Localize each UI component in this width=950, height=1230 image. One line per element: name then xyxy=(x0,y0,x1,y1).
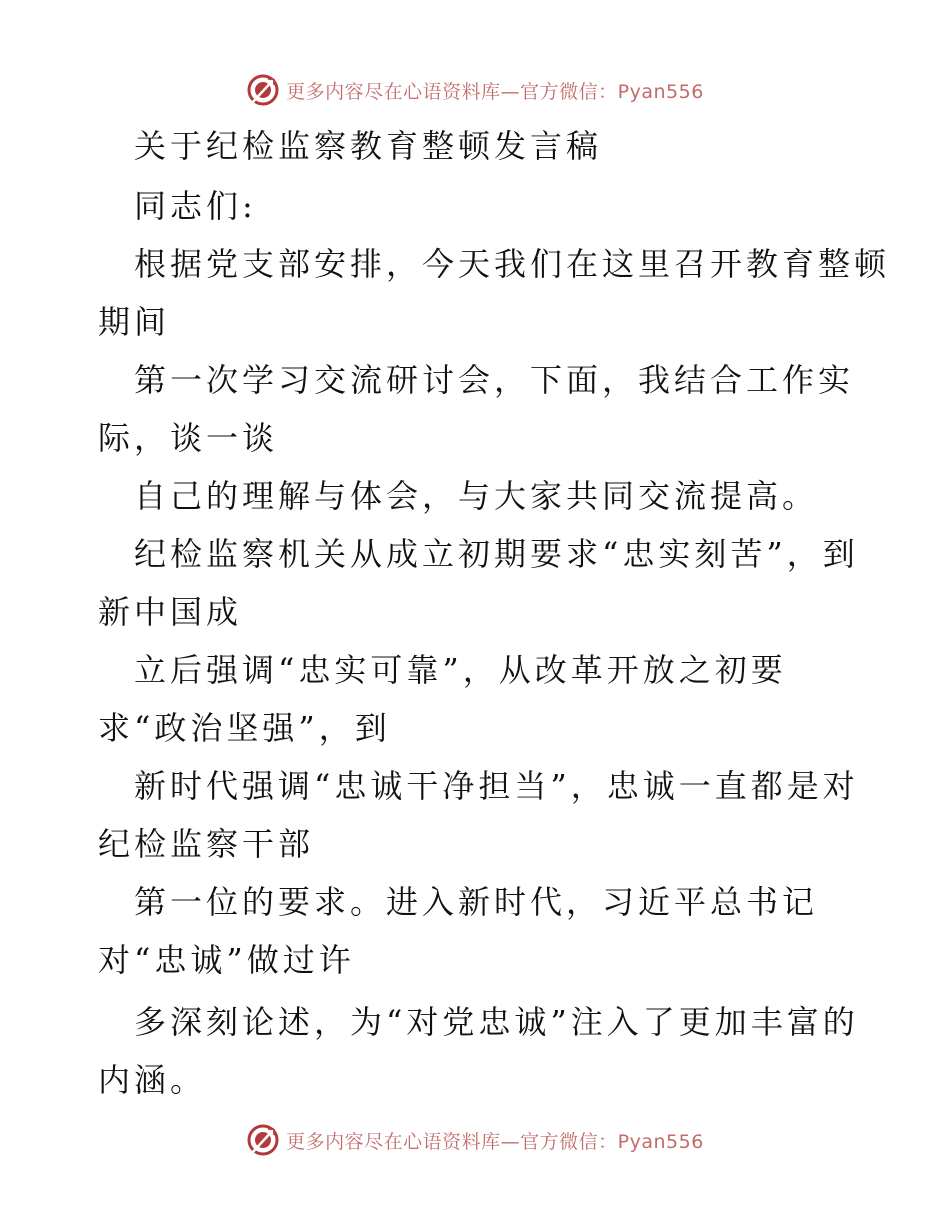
watermark-main: 更多内容尽在心语资料库 xyxy=(286,80,501,103)
watermark-suffix: 官方微信：Pyan556 xyxy=(520,80,704,103)
salutation: 同志们: xyxy=(134,187,257,225)
document-title: 关于纪检监察教育整顿发言稿 xyxy=(134,127,603,165)
watermark-dash: — xyxy=(500,1130,521,1153)
watermark-suffix: 官方微信：Pyan556 xyxy=(520,1130,704,1153)
paragraph-line: 根据党支部安排，今天我们在这里召开教育整顿 xyxy=(134,245,891,283)
paragraph-line: 第一位的要求。进入新时代，习近平总书记 xyxy=(134,883,819,921)
paragraph-line: 际，谈一谈 xyxy=(98,419,279,457)
paragraph-line: 多深刻论述，为“对党忠诚”注入了更加丰富的 xyxy=(134,1003,859,1041)
paragraph-line: 内涵。 xyxy=(98,1061,207,1099)
paragraph-line: 对“忠诚”做过许 xyxy=(98,941,355,979)
paragraph-line: 纪检监察机关从成立初期要求“忠实刻苦”，到 xyxy=(134,535,859,573)
watermark-main: 更多内容尽在心语资料库 xyxy=(286,1130,501,1153)
watermark-dash: — xyxy=(500,80,521,103)
paragraph-line: 期间 xyxy=(98,303,171,341)
quill-logo-icon xyxy=(246,1123,280,1157)
paragraph-line: 求“政治坚强”，到 xyxy=(98,709,391,747)
paragraph-line: 自己的理解与体会，与大家共同交流提高。 xyxy=(134,477,819,515)
watermark-banner-bottom xyxy=(0,1120,950,1160)
paragraph-line: 新中国成 xyxy=(98,593,243,631)
watermark-text xyxy=(286,1127,704,1154)
paragraph-line: 第一次学习交流研讨会，下面，我结合工作实 xyxy=(134,361,855,399)
paragraph-line: 纪检监察干部 xyxy=(98,825,315,863)
paragraph-line: 立后强调“忠实可靠”，从改革开放之初要 xyxy=(134,651,787,689)
paragraph-line: 新时代强调“忠诚干净担当”，忠诚一直都是对 xyxy=(134,767,859,805)
